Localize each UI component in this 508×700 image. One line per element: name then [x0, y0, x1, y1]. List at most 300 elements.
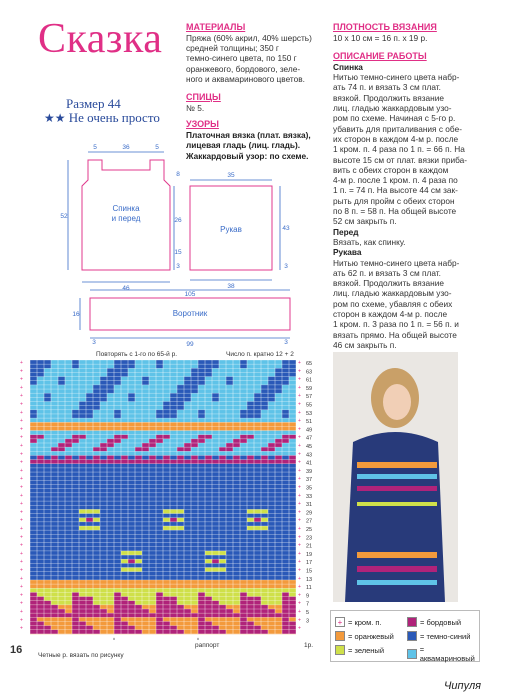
chart-cell — [219, 559, 226, 563]
chart-cell — [289, 597, 296, 601]
chart-cell — [79, 630, 86, 634]
row-number: 11 — [306, 585, 312, 592]
chart-cell — [261, 509, 268, 513]
row-number: 63 — [306, 369, 313, 376]
chart-cell — [65, 443, 72, 447]
chart-cell — [226, 455, 233, 459]
edge-stitch-mark: + — [298, 418, 301, 425]
chart-cell — [72, 439, 79, 443]
text-line: вязать прямо. На общей высоте — [333, 329, 457, 340]
chart-cell — [240, 613, 247, 617]
row-number: 43 — [306, 452, 313, 459]
chart-cell — [240, 609, 247, 613]
chart-cell — [282, 360, 289, 364]
chart-cell — [177, 385, 184, 389]
chart-cell — [30, 630, 37, 634]
chart-cell — [254, 410, 261, 414]
chart-cell — [177, 526, 184, 530]
chart-cell — [198, 605, 205, 609]
chart-cell — [163, 435, 170, 439]
chart-cell — [44, 630, 51, 634]
chart-cell — [282, 621, 289, 625]
edge-stitch-mark: + — [20, 426, 23, 433]
chart-cell — [254, 605, 261, 609]
edge-stitch-mark: + — [20, 476, 23, 483]
text-line: их сторон в каждом 4-м р. после — [333, 133, 459, 144]
chart-cell — [170, 605, 177, 609]
chart-cell — [205, 364, 212, 368]
chart-cell — [247, 518, 254, 522]
chart-cell — [170, 518, 177, 522]
chart-cell — [254, 613, 261, 617]
edge-stitch-mark: + — [298, 368, 301, 375]
chart-cell — [79, 410, 86, 414]
chart-cell — [93, 393, 100, 397]
chart-cell — [121, 613, 128, 617]
edge-stitch-mark: + — [20, 418, 23, 425]
row-number: 61 — [306, 377, 313, 384]
jacquard-chart — [18, 356, 318, 640]
chart-cell — [233, 613, 240, 617]
chart-cell — [170, 402, 177, 406]
chart-cell — [93, 402, 100, 406]
legend-swatch — [335, 645, 345, 655]
edge-stitch-mark: + — [298, 509, 301, 516]
chart-legend — [330, 610, 480, 662]
chart-cell — [121, 364, 128, 368]
chart-cell — [114, 605, 121, 609]
chart-cell — [205, 551, 212, 555]
chart-cell — [156, 605, 163, 609]
back-front-label: Спинка и перед — [111, 204, 141, 223]
chart-cell — [282, 410, 289, 414]
chart-cell — [177, 406, 184, 410]
chart-cell — [86, 609, 93, 613]
legend-swatch — [407, 649, 417, 659]
chart-cell — [114, 609, 121, 613]
chart-cell — [128, 601, 135, 605]
legend-item — [335, 631, 394, 641]
chart-cell — [219, 630, 226, 634]
chart-cell — [219, 447, 226, 451]
chart-cell — [128, 360, 135, 364]
chart-cell — [128, 613, 135, 617]
chart-cell — [37, 360, 44, 364]
chart-cell — [163, 588, 170, 592]
chart-cell — [289, 626, 296, 630]
dim-label: 43 — [282, 225, 290, 232]
needles-heading: СПИЦЫ — [186, 92, 221, 103]
chart-cell — [254, 402, 261, 406]
chart-cell — [72, 410, 79, 414]
edge-stitch-mark: + — [20, 550, 23, 557]
chart-cell — [79, 626, 86, 630]
edge-stitch-mark: + — [298, 600, 301, 607]
row-number: 21 — [306, 543, 313, 550]
edge-stitch-mark: + — [298, 376, 301, 383]
chart-cell — [289, 364, 296, 368]
chart-cell — [268, 389, 275, 393]
chart-cell — [282, 630, 289, 634]
legend-item — [407, 631, 470, 641]
chart-cell — [198, 621, 205, 625]
edge-stitch-mark: + — [20, 534, 23, 541]
chart-cell — [163, 597, 170, 601]
chart-cell — [254, 455, 261, 459]
chart-cell — [79, 588, 86, 592]
chart-cell — [100, 613, 107, 617]
chart-cell — [58, 455, 65, 459]
chart-cell — [128, 568, 135, 572]
chart-cell — [37, 626, 44, 630]
chart-cell — [240, 617, 247, 621]
chart-cell — [184, 609, 191, 613]
chart-cell — [100, 443, 107, 447]
edge-stitch-mark: + — [20, 368, 23, 375]
chart-cell — [86, 518, 93, 522]
edge-stitch-mark: + — [20, 376, 23, 383]
chart-cell — [212, 626, 219, 630]
text-line: высоте 15 см от плат. вязки приба- — [333, 154, 468, 165]
chart-cell — [58, 381, 65, 385]
chart-cell — [44, 609, 51, 613]
edge-stitch-mark: + — [20, 384, 23, 391]
chart-cell — [128, 630, 135, 634]
chart-cell — [37, 621, 44, 625]
chart-cell — [184, 447, 191, 451]
dim-label: 3 — [176, 263, 180, 270]
chart-cell — [128, 364, 135, 368]
chart-cell — [289, 630, 296, 634]
chart-cell — [93, 406, 100, 410]
chart-cell — [184, 385, 191, 389]
edge-stitch-mark: + — [298, 384, 301, 391]
materials-heading: МАТЕРИАЛЫ — [186, 22, 246, 32]
chart-cell — [72, 601, 79, 605]
chart-cell — [226, 613, 233, 617]
chart-cell — [58, 377, 65, 381]
chart-cell — [170, 393, 177, 397]
chart-cell — [184, 455, 191, 459]
chart-cell — [212, 360, 219, 364]
chart-cell — [177, 397, 184, 401]
chart-cell — [261, 447, 268, 451]
chart-cell — [30, 601, 37, 605]
text-line: 52 см закрыть п. — [333, 216, 397, 227]
chart-cell — [72, 613, 79, 617]
chart-cell — [233, 443, 240, 447]
instructions-column — [333, 22, 468, 350]
chart-cell — [100, 609, 107, 613]
back-heading: Спинка — [333, 61, 363, 72]
chart-cell — [30, 609, 37, 613]
chart-cell — [282, 435, 289, 439]
chart-cell — [226, 377, 233, 381]
materials-line: ного и аквамаринового цветов. — [186, 73, 305, 84]
chart-cell — [226, 381, 233, 385]
row-number: 27 — [306, 518, 313, 525]
chart-cell — [177, 393, 184, 397]
chart-cell — [135, 447, 142, 451]
row-number: 39 — [306, 468, 313, 475]
chart-cell — [107, 368, 114, 372]
chart-cell — [51, 613, 58, 617]
text-line: 1 кром. п. 3 раза по 1 п. = 56 п. и — [333, 319, 459, 330]
chart-cell — [100, 381, 107, 385]
chart-cell — [107, 385, 114, 389]
chart-cell — [30, 381, 37, 385]
chart-cell — [282, 601, 289, 605]
edge-stitch-mark: + — [298, 584, 301, 591]
chart-cell — [170, 609, 177, 613]
chart-cell — [79, 601, 86, 605]
rapport-bracket — [114, 638, 198, 640]
chart-cell — [44, 605, 51, 609]
chart-cell — [247, 414, 254, 418]
chart-cell — [275, 439, 282, 443]
collar-label: Воротник — [172, 309, 208, 318]
chart-cell — [37, 613, 44, 617]
chart-cell — [121, 601, 128, 605]
chart-cell — [261, 526, 268, 530]
chart-cell — [282, 605, 289, 609]
chart-cell — [51, 605, 58, 609]
chart-cell — [121, 626, 128, 630]
chart-cell — [198, 435, 205, 439]
chart-cell — [86, 455, 93, 459]
chart-cell — [191, 613, 198, 617]
edge-stitch-mark: + — [298, 393, 301, 400]
chart-cell — [254, 526, 261, 530]
chart-cell — [261, 397, 268, 401]
chart-cell — [114, 617, 121, 621]
density-heading: ПЛОТНОСТЬ ВЯЗАНИЯ — [333, 22, 437, 32]
chart-cell — [254, 630, 261, 634]
chart-cell — [212, 605, 219, 609]
chart-cell — [44, 626, 51, 630]
chart-cell — [205, 601, 212, 605]
chart-cell — [198, 439, 205, 443]
chart-cell — [44, 455, 51, 459]
chart-cell — [79, 518, 86, 522]
row-number: 65 — [306, 361, 313, 367]
chart-cell — [184, 613, 191, 617]
chart-cell — [212, 364, 219, 368]
chart-cell — [177, 518, 184, 522]
chart-cell — [72, 617, 79, 621]
chart-cell — [121, 621, 128, 625]
edge-stitch-mark: + — [20, 443, 23, 449]
chart-cell — [184, 443, 191, 447]
chart-cell — [254, 626, 261, 630]
chart-cell — [261, 597, 268, 601]
difficulty-stars-icon: ★★ — [44, 111, 66, 125]
back-text — [333, 72, 468, 226]
edge-stitch-mark: + — [20, 600, 23, 607]
row-number: 55 — [306, 402, 313, 409]
chart-cell — [114, 455, 121, 459]
chart-cell — [72, 592, 79, 596]
chart-cell — [268, 447, 275, 451]
chart-cell — [121, 559, 128, 563]
sleeve-text — [333, 258, 468, 351]
chart-cell — [282, 439, 289, 443]
chart-cell — [163, 410, 170, 414]
chart-cell — [128, 626, 135, 630]
chart-cell — [240, 455, 247, 459]
edge-stitch-mark: + — [298, 492, 301, 499]
chart-cell — [282, 381, 289, 385]
chart-cell — [282, 597, 289, 601]
chart-cell — [170, 509, 177, 513]
chart-cell — [107, 439, 114, 443]
chart-cell — [184, 377, 191, 381]
chart-cell — [142, 447, 149, 451]
chart-cell — [79, 597, 86, 601]
chart-cell — [198, 630, 205, 634]
chart-cell — [100, 455, 107, 459]
chart-cell — [135, 568, 142, 572]
chart-cell — [121, 609, 128, 613]
chart-cell — [170, 455, 177, 459]
chart-cell — [107, 613, 114, 617]
chart-cell — [184, 393, 191, 397]
chart-cell — [93, 518, 100, 522]
chart-cell — [191, 439, 198, 443]
row-number: 49 — [306, 427, 313, 434]
edge-stitch-mark: + — [298, 467, 301, 474]
chart-cell — [30, 617, 37, 621]
chart-cell — [30, 377, 37, 381]
text-line: 4-м р. после 1 кром. п. 4 раза по — [333, 175, 458, 186]
chart-cell — [240, 414, 247, 418]
chart-cell — [170, 588, 177, 592]
chart-cell — [205, 630, 212, 634]
chart-cell — [261, 518, 268, 522]
dim-label: 5 — [93, 144, 97, 151]
chart-cell — [156, 455, 163, 459]
edge-stitch-mark: + — [298, 459, 301, 466]
chart-cell — [247, 621, 254, 625]
edge-stitch-mark: + — [20, 434, 23, 441]
chart-cell — [156, 439, 163, 443]
chart-cell — [156, 592, 163, 596]
legend-label: = темно-синий — [420, 631, 471, 641]
page-number: 16 — [10, 644, 23, 656]
chart-cell — [268, 397, 275, 401]
edge-stitch-mark: + — [298, 526, 301, 532]
text-line: вязкой. Продолжить вязание — [333, 278, 444, 289]
chart-cell — [191, 377, 198, 381]
chart-cell — [107, 372, 114, 376]
chart-cell — [135, 559, 142, 563]
chart-cell — [114, 439, 121, 443]
legend-item — [335, 617, 382, 627]
chart-cell — [121, 597, 128, 601]
chart-cell — [275, 385, 282, 389]
chart-cell — [93, 385, 100, 389]
chart-cell — [191, 372, 198, 376]
edge-stitch-mark: + — [20, 559, 23, 566]
chart-cell — [240, 410, 247, 414]
edge-stitch-mark: + — [20, 617, 23, 624]
chart-cell — [156, 630, 163, 634]
chart-cell — [114, 364, 121, 368]
row-number: 57 — [306, 394, 313, 401]
chart-cell — [30, 360, 37, 364]
chart-cell — [93, 613, 100, 617]
chart-cell — [254, 518, 261, 522]
materials-line: Пряжа (60% акрил, 40% шерсть) — [186, 32, 312, 43]
chart-cell — [205, 559, 212, 563]
chart-cell — [205, 597, 212, 601]
chart-cell — [86, 410, 93, 414]
chart-cell — [240, 597, 247, 601]
edge-stitch-mark: + — [20, 517, 23, 524]
chart-cell — [268, 613, 275, 617]
chart-cell — [107, 381, 114, 385]
chart-cell — [170, 526, 177, 530]
dim-label: 8 — [176, 171, 180, 178]
front-text: Вязать, как спинку. — [333, 236, 406, 247]
chart-cell — [212, 609, 219, 613]
work-heading: ОПИСАНИЕ РАБОТЫ — [333, 51, 427, 62]
density-text: 10 х 10 см = 16 п. х 19 р. — [333, 32, 428, 43]
chart-cell — [268, 609, 275, 613]
patterns-heading: УЗОРЫ — [186, 119, 219, 130]
chart-cell — [212, 455, 219, 459]
page-title: Сказка — [38, 16, 163, 62]
chart-cell — [107, 443, 114, 447]
chart-cell — [156, 597, 163, 601]
edge-stitch-mark: + — [20, 609, 23, 615]
chart-cell — [30, 410, 37, 414]
dim-label: 46 — [122, 285, 130, 292]
chart-cell — [198, 613, 205, 617]
chart-cell — [65, 439, 72, 443]
chart-cell — [254, 397, 261, 401]
chart-cell — [30, 368, 37, 372]
chart-cell — [121, 551, 128, 555]
chart-cell — [72, 609, 79, 613]
edge-stitch-mark: + — [20, 467, 23, 474]
chart-cell — [163, 626, 170, 630]
chart-cell — [51, 447, 58, 451]
chart-cell — [93, 630, 100, 634]
row-number: 45 — [306, 444, 313, 450]
legend-label: = аквамариновый — [419, 645, 475, 663]
chart-cell — [282, 364, 289, 368]
edge-stitch-mark: + — [298, 567, 301, 574]
chart-cell — [79, 414, 86, 418]
chart-cell — [86, 393, 93, 397]
chart-cell — [261, 609, 268, 613]
chart-cell — [30, 414, 37, 418]
chart-cell — [275, 368, 282, 372]
chart-cell — [275, 381, 282, 385]
edge-stitch-mark: + — [298, 501, 301, 508]
chart-cell — [177, 389, 184, 393]
chart-cell — [261, 393, 268, 397]
chart-cell — [114, 613, 121, 617]
edge-stitch-mark: + — [298, 443, 301, 449]
chart-cell — [58, 609, 65, 613]
text-line: рыть для пройм с обеих сторон — [333, 195, 455, 206]
chart-cell — [93, 605, 100, 609]
edge-stitch-mark: + — [20, 526, 23, 532]
chart-cell — [72, 414, 79, 418]
chart-cell — [212, 393, 219, 397]
